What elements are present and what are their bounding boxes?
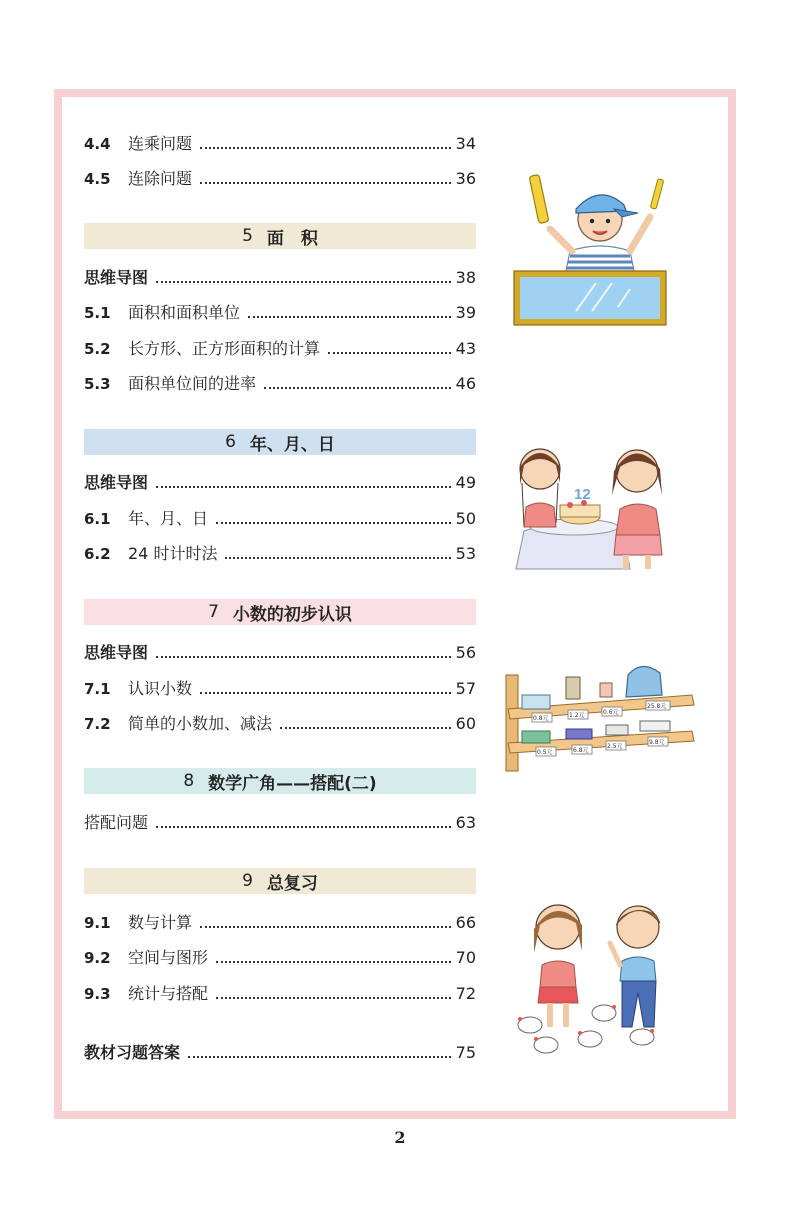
entry-title: 认识小数: [128, 679, 193, 698]
entry-title: 24 时计时法: [128, 544, 218, 563]
entry-title: 年、月、日: [128, 509, 209, 528]
entry-page: 36: [455, 169, 476, 188]
dot-leader: [216, 997, 451, 999]
dot-leader: [188, 1056, 451, 1058]
entry-number: 6.1: [84, 510, 111, 528]
price-tag: 6.8元: [573, 747, 589, 754]
dot-leader: [225, 557, 451, 559]
entry-number: 4.4: [84, 135, 111, 153]
children-chickens-illustration: [510, 877, 696, 1063]
toc-entry[interactable]: [84, 333, 476, 359]
entry-page: 39: [455, 303, 476, 322]
dot-leader: [156, 656, 451, 658]
dot-leader: [264, 387, 451, 389]
chapter-header-9[interactable]: [84, 868, 476, 894]
toc-entry[interactable]: [84, 503, 476, 529]
price-tag: 0.5元: [537, 749, 553, 756]
entry-number: 5.2: [84, 340, 111, 358]
dot-leader: [200, 692, 451, 694]
dot-leader: [280, 727, 451, 729]
entry-title: 思维导图: [84, 268, 149, 287]
toc-entry[interactable]: [84, 368, 476, 394]
chapter-number: 8: [183, 771, 195, 791]
chapter-title: 数学广角——搭配(二): [208, 773, 377, 794]
price-tag: 9.8元: [649, 739, 665, 746]
entry-title: 统计与搭配: [128, 984, 209, 1003]
entry-page: 34: [455, 134, 476, 153]
dot-leader: [200, 147, 451, 149]
entry-page: 72: [455, 984, 476, 1003]
price-tag: 0.6元: [603, 709, 619, 716]
toc-entry[interactable]: [84, 708, 476, 734]
entry-number: 9.2: [84, 949, 111, 967]
dot-leader: [156, 281, 451, 283]
chapter-header-5[interactable]: [84, 223, 476, 249]
entry-title: 连乘问题: [128, 134, 193, 153]
toc-entry[interactable]: [84, 907, 476, 933]
entry-title: 简单的小数加、减法: [128, 714, 273, 733]
toc-entry[interactable]: [84, 942, 476, 968]
chapter-number: 7: [208, 602, 219, 622]
entry-page: 63: [455, 813, 476, 832]
toc-entry[interactable]: [84, 1037, 476, 1063]
entry-page: 50: [455, 509, 476, 528]
entry-number: 9.1: [84, 914, 111, 932]
entry-page: 57: [455, 679, 476, 698]
birthday-cake-illustration: [512, 423, 684, 571]
entry-title: 教材习题答案: [84, 1043, 181, 1062]
toc-entry[interactable]: [84, 637, 476, 663]
dot-leader: [200, 926, 451, 928]
entry-number: 9.3: [84, 985, 111, 1003]
chapter-title: 小数的初步认识: [232, 604, 352, 625]
entry-title: 搭配问题: [84, 813, 149, 832]
toc-entry[interactable]: [84, 807, 476, 833]
entry-number: 6.2: [84, 545, 111, 563]
price-tag: 0.8元: [533, 715, 549, 722]
entry-title: 面积和面积单位: [128, 303, 241, 322]
chapter-header-8[interactable]: [84, 768, 476, 794]
dot-leader: [216, 522, 451, 524]
chapter-title: 总复习: [266, 873, 318, 894]
price-tag: 2.5元: [607, 743, 623, 750]
entry-number: 5.3: [84, 375, 111, 393]
entry-page: 60: [455, 714, 476, 733]
dot-leader: [328, 352, 451, 354]
entry-title: 思维导图: [84, 473, 149, 492]
entry-page: 56: [455, 643, 476, 662]
chapter-header-6[interactable]: [84, 429, 476, 455]
toc-entry[interactable]: [84, 297, 476, 323]
entry-page: 46: [455, 374, 476, 393]
dot-leader: [156, 826, 451, 828]
entry-page: 38: [455, 268, 476, 287]
entry-number: 7.2: [84, 715, 111, 733]
entry-number: 4.5: [84, 170, 111, 188]
shop-shelf-illustration: [502, 653, 696, 773]
entry-title: 长方形、正方形面积的计算: [128, 339, 321, 358]
toc-entry[interactable]: [84, 262, 476, 288]
chapter-number: 5: [242, 226, 253, 246]
entry-title: 面积单位间的进率: [128, 374, 257, 393]
dot-leader: [156, 486, 451, 488]
entry-title: 连除问题: [128, 169, 193, 188]
toc-entry[interactable]: [84, 467, 476, 493]
dot-leader: [216, 961, 451, 963]
chapter-header-7[interactable]: [84, 599, 476, 625]
boy-window-illustration: [510, 159, 680, 327]
toc-panel: [62, 97, 728, 1111]
entry-page: 66: [455, 913, 476, 932]
entry-number: 7.1: [84, 680, 111, 698]
entry-title: 思维导图: [84, 643, 149, 662]
toc-entry[interactable]: [84, 978, 476, 1004]
entry-number: 5.1: [84, 304, 111, 322]
toc-entry[interactable]: [84, 128, 476, 154]
dot-leader: [248, 316, 451, 318]
chapter-number: 9: [242, 871, 253, 891]
entry-page: 43: [455, 339, 476, 358]
chapter-title: 面 积: [266, 228, 318, 249]
chapter-number: 6: [225, 432, 236, 452]
entry-page: 70: [455, 948, 476, 967]
entry-page: 49: [455, 473, 476, 492]
chapter-title: 年、月、日: [249, 434, 335, 455]
toc-entry[interactable]: [84, 538, 476, 564]
entry-title: 空间与图形: [128, 948, 209, 967]
entry-page: 53: [455, 544, 476, 563]
entry-page: 75: [455, 1043, 476, 1062]
cake-number: 12: [574, 486, 591, 503]
page-frame: [54, 89, 736, 1119]
entry-title: 数与计算: [128, 913, 193, 932]
toc-entry[interactable]: [84, 673, 476, 699]
dot-leader: [200, 182, 451, 184]
price-tag: 1.2元: [569, 712, 585, 719]
price-tag: 25.8元: [647, 703, 667, 710]
toc-entry[interactable]: [84, 163, 476, 189]
page-number: 2: [394, 1128, 406, 1147]
